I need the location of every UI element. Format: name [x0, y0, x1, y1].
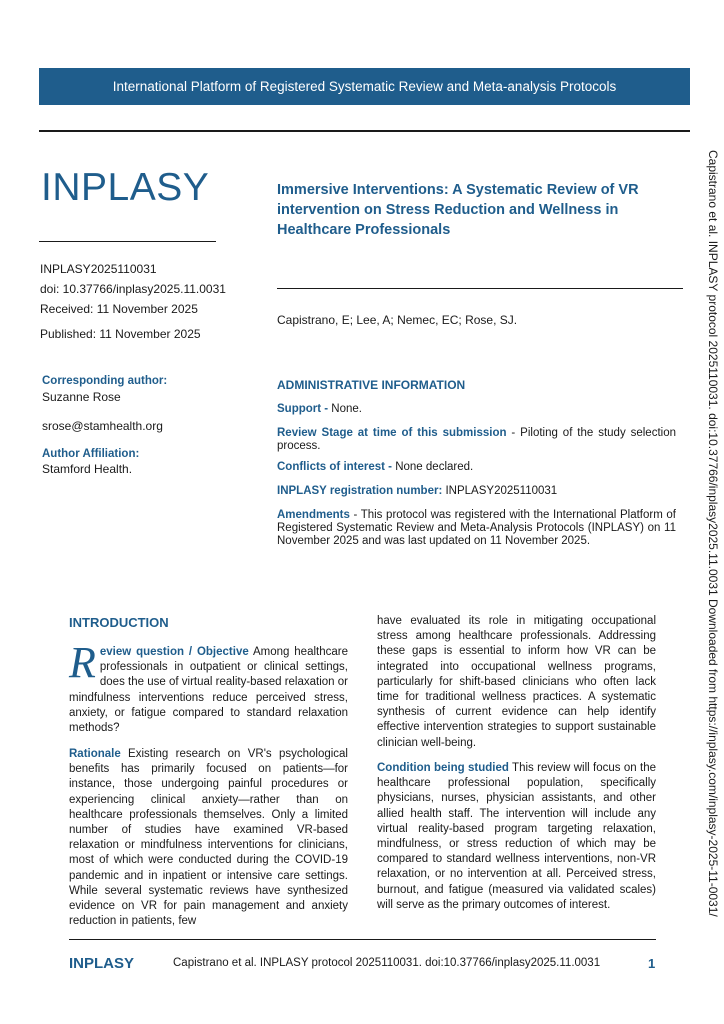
page-number: 1 [648, 956, 656, 971]
footer-divider [69, 939, 656, 940]
introduction-heading: INTRODUCTION [69, 615, 169, 630]
conflicts-info: Conflicts of interest - None declared. [277, 461, 474, 473]
corresponding-author-label: Corresponding author: [42, 375, 168, 387]
corresponding-author-email[interactable]: srose@stamhealth.org [42, 419, 163, 433]
doi[interactable]: doi: 10.37766/inplasy2025.11.0031 [40, 282, 226, 296]
corresponding-author-name: Suzanne Rose [42, 390, 121, 404]
registration-number-info: INPLASY registration number: INPLASY2025110031 [277, 485, 558, 497]
brand-logo: INPLASY [41, 166, 210, 209]
affiliation-value: Stamford Health. [42, 462, 133, 476]
banner-text: International Platform of Registered Systematic Review and Meta-analysis Protocols [112, 79, 617, 94]
title-divider [277, 288, 683, 289]
brand-divider [39, 241, 216, 242]
affiliation-label: Author Affiliation: [42, 448, 140, 460]
vertical-citation: Capistrano et al. INPLASY protocol 2025110031. doi:10.37766/inplasy2025.11.0031 Downloaded from https://inplasy.com/inplasy-2025-11-0031/ [706, 150, 720, 917]
header-banner [39, 68, 690, 105]
footer-brand: INPLASY [69, 955, 135, 972]
admin-heading: ADMINISTRATIVE INFORMATION [277, 378, 466, 392]
condition-paragraph: Condition being studied This review will focus on the healthcare professional population, specifically physicians, nurses, physician assistants, and other allied health staff. The intervention will include any virtual reality-based program targeting relaxation, mindfulness, or stress reduction of which may be compared to standard wellness interventions, non-VR relaxation, or no intervention at all. Perceived stress, burnout, and fatigue (measured via validated scales) will serve as the primary outcomes of interest. [377, 762, 656, 911]
registration-id: INPLASY2025110031 [40, 262, 157, 276]
rationale-paragraph: Rationale Existing research on VR's psychological benefits has primarily focused on patients—for instance, those undergoing painful procedures or experiencing clinical anxiety—rather than on healthcare professionals themselves. Only a limited number of studies have examined VR-based relaxation or mindfulness interventions for clinicians, most of which were conducted during the COVID-19 pandemic and in inpatient or intensive care settings. While several systematic reviews have synthesized evidence on VR for pain management and anxiety reduction in patients, few [69, 748, 348, 928]
paper-title: Immersive Interventions: A Systematic Review of VR intervention on Stress Reduction and Wellness in Healthcare Professionals [277, 182, 639, 238]
received-date: Received: 11 November 2025 [40, 302, 198, 316]
top-divider [39, 130, 690, 132]
rationale-continued-paragraph: have evaluated its role in mitigating occupational stress among healthcare professionals. Addressing these gaps is essential to inform how VR can be integrated into occupational wellness programs, particularly for shift-based clinicians who often lack time for traditional wellness practices. A systematic synthesis of current evidence can help identify effective intervention strategies to support sustainable clinician well-being. [377, 615, 656, 749]
review-stage-info: Review Stage at time of this submission - Piloting of the study selection process. [277, 427, 676, 452]
amendments-info: Amendments - This protocol was registered with the International Platform of Registered Systematic Review and Meta-Analysis Protocols (INPLASY) on 11 November 2025 and was last updated on 11 November 2025. [277, 509, 676, 547]
review-question-paragraph: Review question / Objective Among healthcare professionals in outpatient or clinical settings, does the use of virtual reality-based relaxation or mindfulness interventions reduce perceived stress, anxiety, or fatigue compared to standard relaxation methods? [69, 638, 348, 735]
support-info: Support - None. [277, 403, 362, 415]
published-date: Published: 11 November 2025 [40, 327, 201, 341]
authors: Capistrano, E; Lee, A; Nemec, EC; Rose, SJ. [277, 313, 518, 327]
footer-citation: Capistrano et al. INPLASY protocol 2025110031. doi:10.37766/inplasy2025.11.0031 [173, 957, 601, 969]
drop-cap: R [69, 638, 96, 687]
